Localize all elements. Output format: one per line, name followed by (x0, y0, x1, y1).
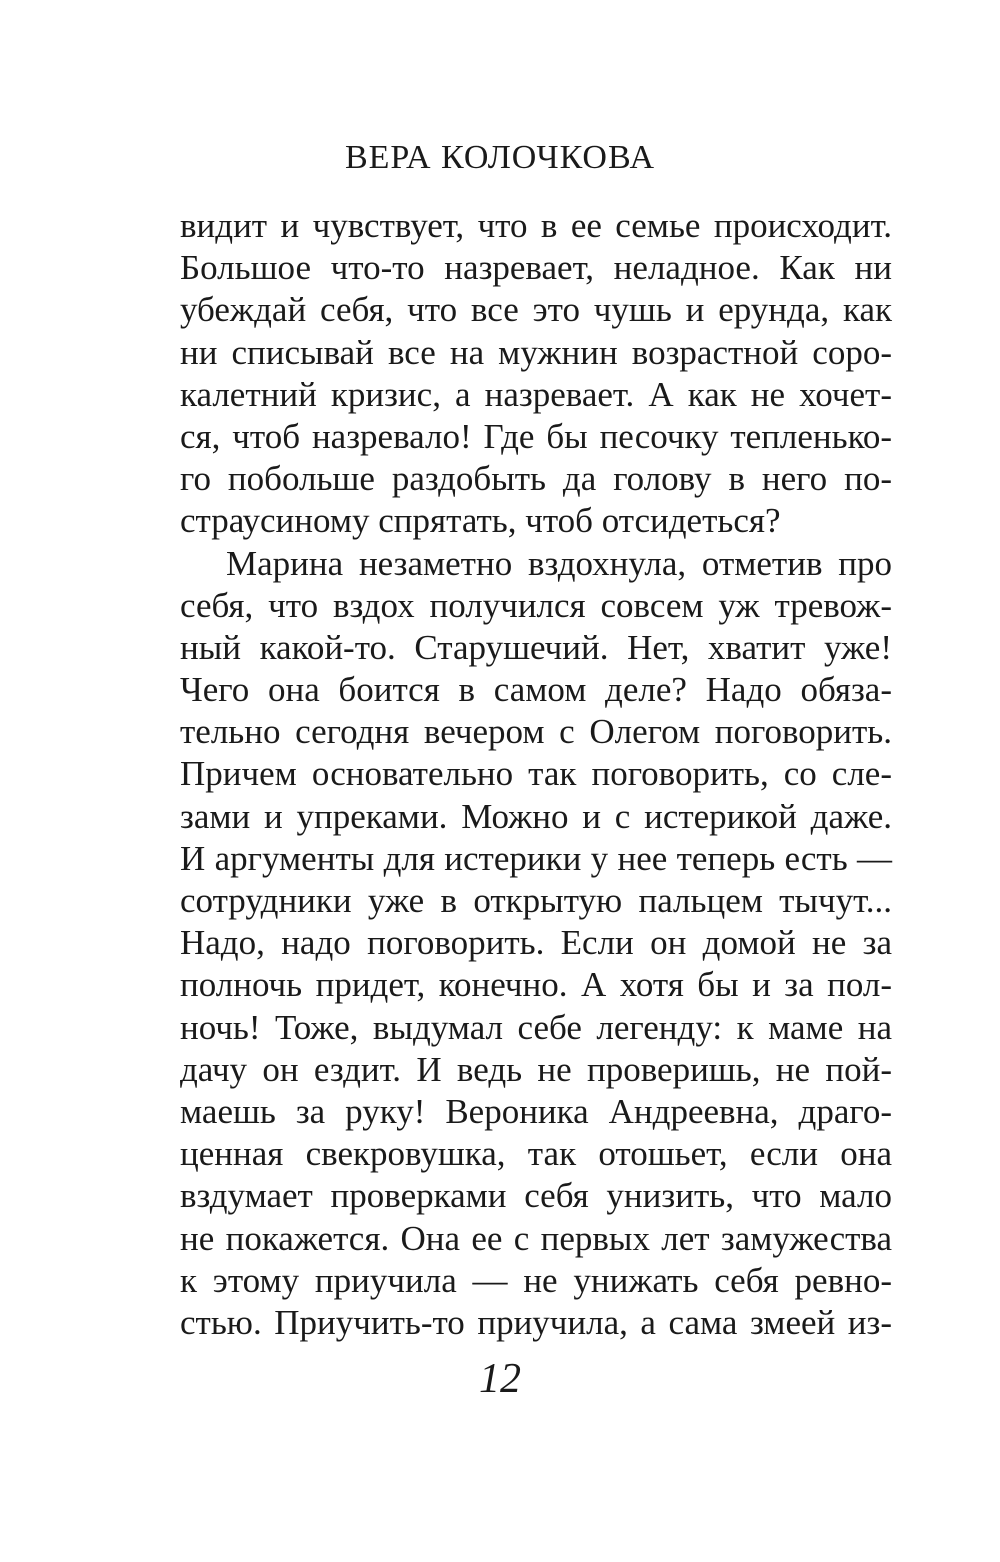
text-line: вздумает проверками себя унизить, что мало (180, 1176, 892, 1216)
text-line: себя, что вздох получился совсем уж тревож- (180, 585, 892, 625)
text-line: полночь придет, конечно. А хотя бы и за пол- (180, 965, 892, 1005)
text-line: зами и упреками. Можно и с истерикой даже. (180, 796, 892, 836)
text-line: страусиному спрятать, чтоб отсидеться? (180, 501, 781, 541)
text-line: И аргументы для истерики у нее теперь есть — (180, 838, 892, 878)
text-line: к этому приучила — не унижать себя ревно- (180, 1260, 892, 1300)
text-line: убеждай себя, что все это чушь и ерунда, как (180, 290, 892, 330)
running-head: ВЕРА КОЛОЧКОВА (344, 139, 656, 176)
text-line: ни списывай все на мужнин возрастной соро- (180, 332, 892, 372)
text-line: Большое что-то назревает, неладное. Как ни (180, 248, 892, 288)
text-line: видит и чувствует, что в ее семье происходит. (180, 206, 892, 245)
body-text (180, 205, 892, 1344)
text-line: маешь за руку! Вероника Андреевна, драго- (180, 1091, 892, 1131)
text-line: го побольше раздобыть да голову в него по- (180, 459, 892, 499)
text-line: Чего она боится в самом деле? Надо обяза- (180, 670, 892, 710)
text-line: ся, чтоб назревало! Где бы песочку тепленько- (180, 416, 892, 456)
text-line: тельно сегодня вечером с Олегом поговорить. (180, 712, 892, 752)
text-line: дачу он ездит. И ведь не проверишь, не пой- (180, 1049, 892, 1089)
text-line: ценная свекровушка, так отошьет, если она (180, 1134, 892, 1174)
page-number: 12 (479, 1356, 521, 1402)
text-line: не покажется. Она ее с первых лет замужества (180, 1218, 892, 1258)
text-line: Причем основательно так поговорить, со сле- (180, 754, 892, 794)
text-line: калетний кризис, а назревает. А как не хочет- (180, 374, 892, 414)
text-line: сотрудники уже в открытую пальцем тычут... (180, 881, 892, 920)
text-line: ночь! Тоже, выдумал себе легенду: к маме на (180, 1007, 892, 1047)
text-line: Марина незаметно вздохнула, отметив про (226, 543, 892, 583)
text-line: стью. Приучить-то приучила, а сама змеей из- (180, 1302, 892, 1342)
text-line: Надо, надо поговорить. Если он домой не за (180, 923, 892, 963)
text-line: ный какой-то. Старушечий. Нет, хватит уже! (180, 627, 892, 667)
